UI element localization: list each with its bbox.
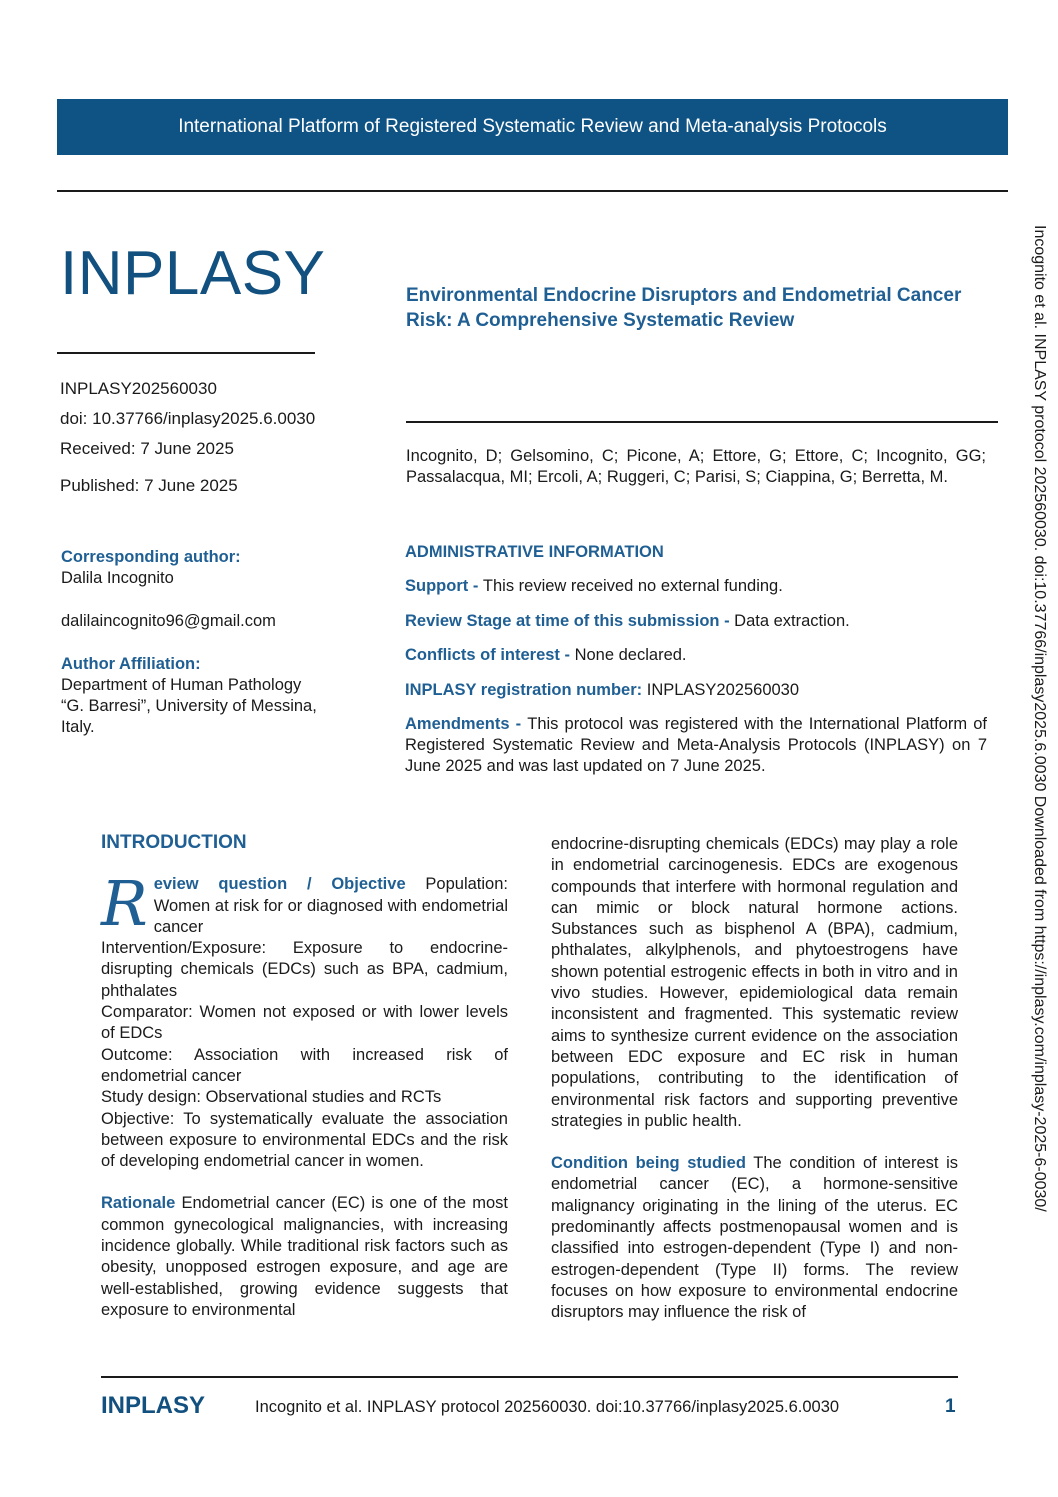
doi[interactable]: doi: 10.37766/inplasy2025.6.0030: [60, 409, 316, 428]
corresponding-email[interactable]: dalilaincognito96@gmail.com: [61, 612, 276, 630]
objective-text: Objective: To systematically evaluate the association between exposure to environmental EDCs and the risk of developing endometrial cancer in women.: [101, 1109, 508, 1171]
conflicts-text: None declared.: [574, 646, 687, 664]
corresponding-author-block: [61, 547, 351, 589]
banner-text: International Platform of Registered Systematic Review and Meta-analysis Protocols: [178, 116, 887, 137]
affiliation-line: Italy.: [61, 718, 95, 736]
affiliation-line: Department of Human Pathology: [61, 676, 302, 694]
admin-registration: [405, 680, 987, 701]
page-number: 1: [945, 1396, 956, 1417]
inplasy-logo: INPLASY: [60, 239, 326, 308]
top-divider: [57, 190, 1008, 192]
rationale-label: Rationale: [101, 1194, 176, 1213]
review-question: [101, 867, 508, 941]
rationale-text: Endometrial cancer (EC) is one of the most common gynecological malignancies, with increasing incidence globally. While traditional risk factors such as obesity, unopposed estrogen exposure, and age are well-established, growing evidence suggests that exposure to environmental: [101, 1194, 508, 1319]
conflicts-label: Conflicts of interest -: [405, 646, 575, 664]
review-question-label: eview question / Objective: [153, 875, 406, 894]
amendments-label: Amendments -: [405, 715, 528, 733]
corresponding-heading: Corresponding author:: [61, 548, 241, 566]
affiliation-block: [61, 654, 351, 738]
support-label: Support -: [405, 577, 483, 595]
registration-text: INPLASY202560030: [646, 681, 800, 699]
platform-banner: [57, 99, 1008, 155]
review-question-text: Population: Women at risk for or diagnosed with endometrial cancer: [153, 875, 508, 936]
article-title: Environmental Endocrine Disruptors and Endometrial Cancer Risk: A Comprehensive Systematic Review: [406, 285, 962, 331]
condition-label: Condition being studied: [551, 1154, 746, 1173]
footer-logo: INPLASY: [101, 1392, 206, 1419]
registration-label: INPLASY registration number:: [405, 681, 647, 699]
received-date: Received: 7 June 2025: [60, 439, 234, 458]
amendments-text: This protocol was registered with the International Platform of Registered Systematic Review and Meta-Analysis Protocols (INPLASY) on 7 June 2025 and was last updated on 7 June 2025.: [405, 715, 988, 775]
footer-divider: [101, 1376, 958, 1378]
outcome-text: Outcome: Association with increased risk of endometrial cancer: [101, 1045, 508, 1085]
edc-paragraph: endocrine-disrupting chemicals (EDCs) may play a role in endometrial carcinogenesis. EDCs are exogenous compounds that interfere with hormonal regulation and can mimic or block natural hormone actions. Substances such as bisphenol A (BPA), cadmium, phthalates, alkylphenols, and phytoestrogens have shown potential estrogenic effects in both in vitro and in vivo studies. However, epidemiological data remain inconsistent and fragmented. This systematic review aims to synthesize current evidence on the association between EDC exposure and EC risk in human populations, contributing to the identification of environmental risk factors and supporting preventive strategies in public health.: [551, 835, 958, 1130]
published-date: Published: 7 June 2025: [60, 476, 238, 495]
intervention-text: Intervention/Exposure: Exposure to endocrine-disrupting chemicals (EDCs) such as BPA, cadmium, phthalates: [101, 939, 508, 1000]
author-list: Incognito, D; Gelsomino, C; Picone, A; Ettore, G; Ettore, C; Incognito, GG; Passalacqua, MI; Ercoli, A; Ruggeri, C; Parisi, S; Ciappina, G; Berretta, M.: [406, 447, 986, 486]
support-text: This review received no external funding.: [482, 577, 783, 595]
logo-divider: [57, 352, 315, 354]
admin-stage: [405, 611, 987, 632]
left-column: [101, 832, 508, 1321]
rationale-paragraph: [101, 1193, 508, 1321]
right-column: [551, 834, 958, 1324]
design-text: Study design: Observational studies and RCTs: [101, 1088, 442, 1107]
drop-cap: R: [101, 867, 148, 941]
footer-citation: Incognito et al. INPLASY protocol 202560030. doi:10.37766/inplasy2025.6.0030: [255, 1398, 840, 1416]
stage-label: Review Stage at time of this submission -: [405, 612, 735, 630]
introduction-heading: INTRODUCTION: [101, 832, 247, 853]
affiliation-line: “G. Barresi”, University of Messina,: [61, 697, 317, 715]
condition-text: The condition of interest is endometrial cancer (EC), a hormone-sensitive malignancy originating in the lining of the uterus. EC predominantly affects postmenopausal women and is classified into estrogen-dependent (Type I) and non-estrogen-dependent (Type II) forms. The review focuses on how exposure to environmental endocrine disruptors may influence the risk of: [551, 1154, 959, 1322]
admin-amendments: [405, 714, 987, 777]
stage-text: Data extraction.: [734, 612, 850, 630]
admin-support: [405, 576, 987, 597]
inplasy-id: INPLASY202560030: [60, 379, 217, 398]
side-download-note: Incognito et al. INPLASY protocol 202560030. doi:10.37766/inplasy2025.6.0030 Downloaded from https://inplasy.com/inplasy-2025-6-0030/: [1031, 225, 1048, 1212]
admin-heading: ADMINISTRATIVE INFORMATION: [405, 543, 664, 561]
corresponding-name: Dalila Incognito: [61, 569, 174, 587]
affiliation-heading: Author Affiliation:: [61, 655, 201, 673]
comparator-text: Comparator: Women not exposed or with lower levels of EDCs: [101, 1003, 508, 1043]
title-divider: [406, 421, 998, 423]
admin-conflicts: [405, 645, 987, 666]
condition-paragraph: [551, 1153, 958, 1323]
